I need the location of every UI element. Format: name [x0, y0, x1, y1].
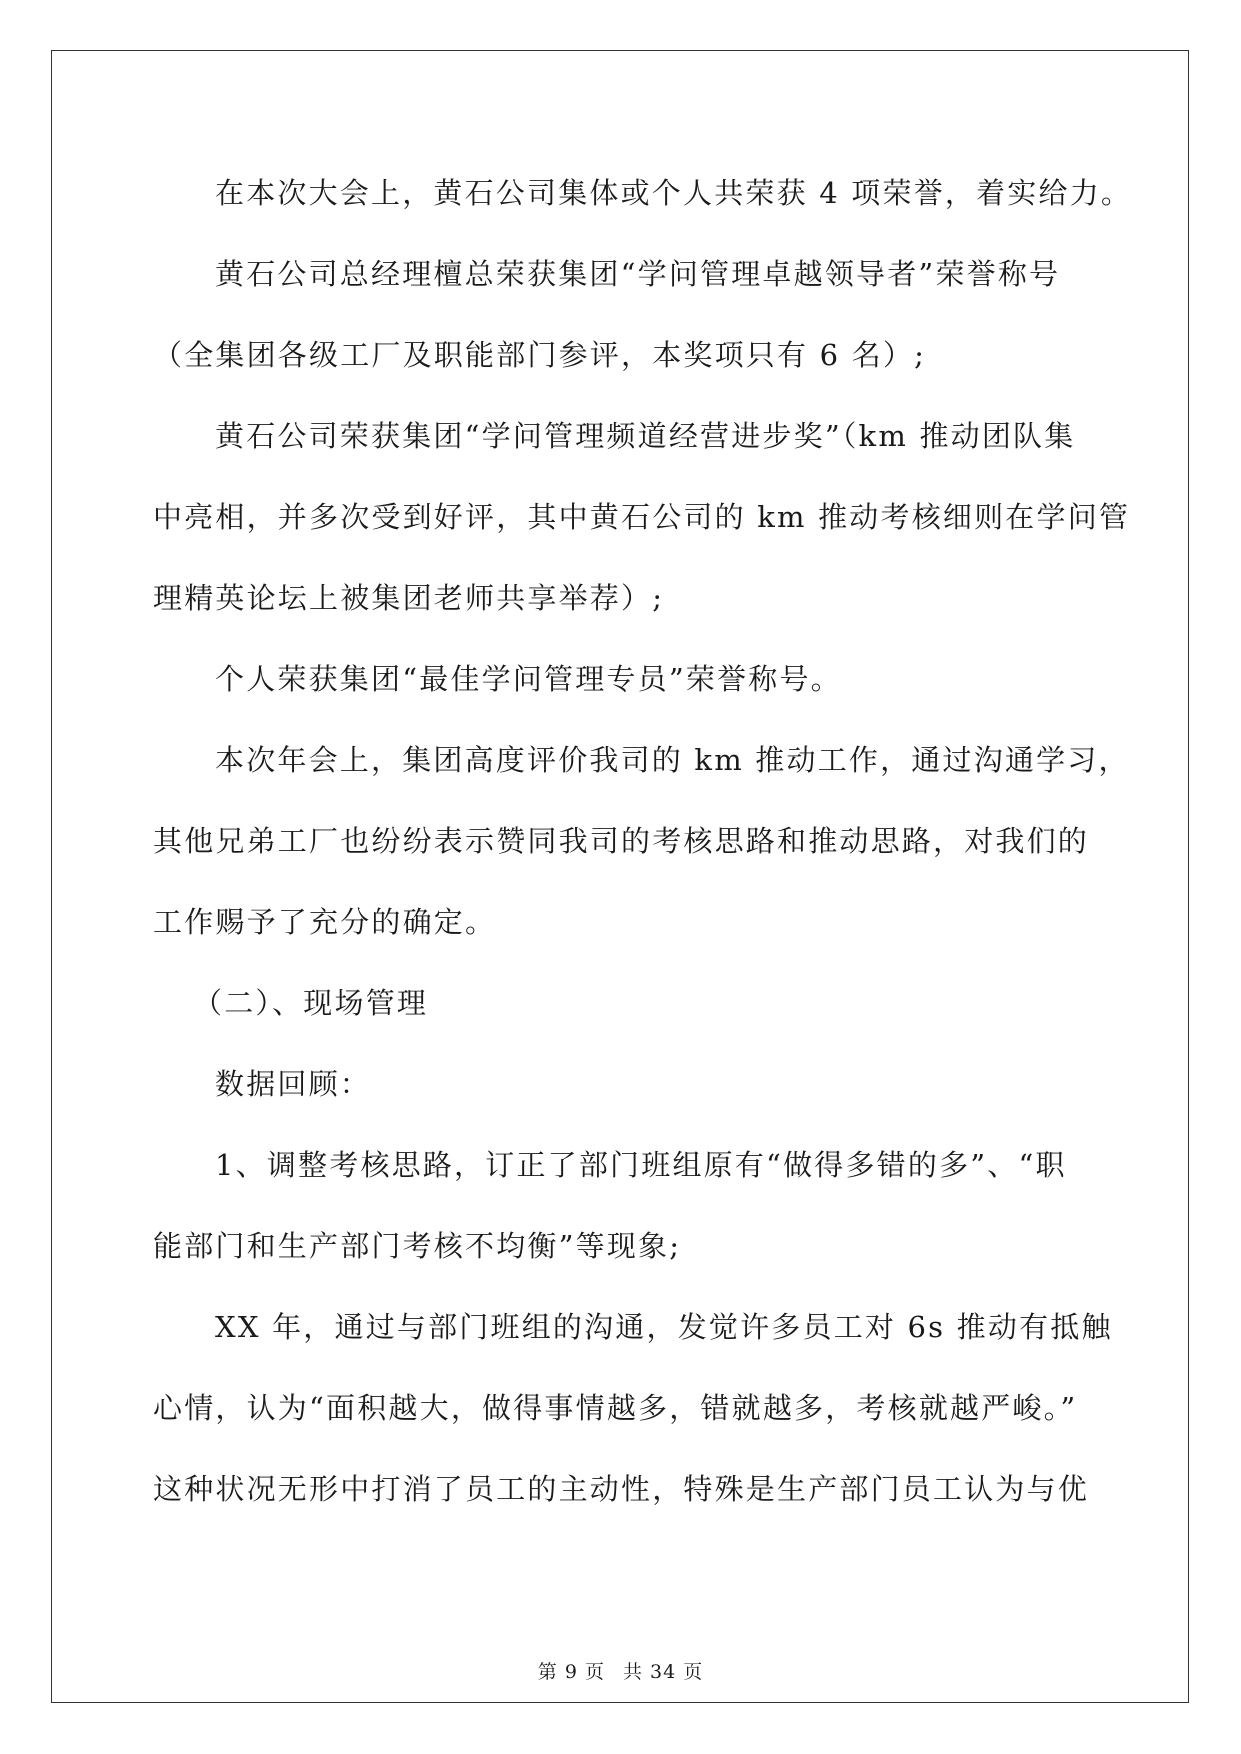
- document-body: [153, 163, 1133, 1540]
- page-number: 第 9 页: [537, 1661, 605, 1683]
- paragraph-line: 黄石公司总经理檀总荣获集团“学问管理卓越领导者”荣誉称号: [215, 257, 1061, 291]
- paragraph-line: 黄石公司荣获集团“学问管理频道经营进步奖”（km 推动团队集: [215, 419, 1076, 453]
- paragraph-line: 在本次大会上，黄石公司集体或个人共荣获 4 项荣誉，着实给力。: [215, 176, 1133, 210]
- paragraph-line: （全集团各级工厂及职能部门参评，本奖项只有 6 名）;: [153, 338, 927, 372]
- section-heading: （二）、现场管理: [193, 986, 429, 1020]
- page-total: 共 34 页: [622, 1661, 704, 1683]
- paragraph-line: 能部门和生产部门考核不均衡”等现象;: [153, 1229, 682, 1263]
- paragraph-line: 个人荣获集团“最佳学问管理专员”荣誉称号。: [215, 662, 842, 696]
- paragraph-line: 中亮相，并多次受到好评，其中黄石公司的 km 推动考核细则在学问管: [153, 500, 1131, 534]
- paragraph-line: 数据回顾：: [215, 1067, 372, 1101]
- paragraph-line: 本次年会上，集团高度评价我司的 km 推动工作，通过沟通学习，: [215, 743, 1130, 777]
- page-footer: [0, 1660, 1241, 1684]
- paragraph-line: 工作赐予了充分的确定。: [153, 905, 497, 939]
- paragraph-line: XX 年，通过与部门班组的沟通，发觉许多员工对 6s 推动有抵触: [215, 1310, 1113, 1344]
- paragraph-line: 1、调整考核思路，订正了部门班组原有“做得多错的多”、“职: [215, 1148, 1067, 1182]
- paragraph-line: 理精英论坛上被集团老师共享举荐）;: [153, 581, 665, 615]
- paragraph-line: 这种状况无形中打消了员工的主动性，特殊是生产部门员工认为与优: [153, 1472, 1090, 1506]
- paragraph-line: 心情，认为“面积越大，做得事情越多，错就越多，考核就越严峻。”: [153, 1391, 1078, 1425]
- paragraph-line: 其他兄弟工厂也纷纷表示赞同我司的考核思路和推动思路，对我们的: [153, 824, 1090, 858]
